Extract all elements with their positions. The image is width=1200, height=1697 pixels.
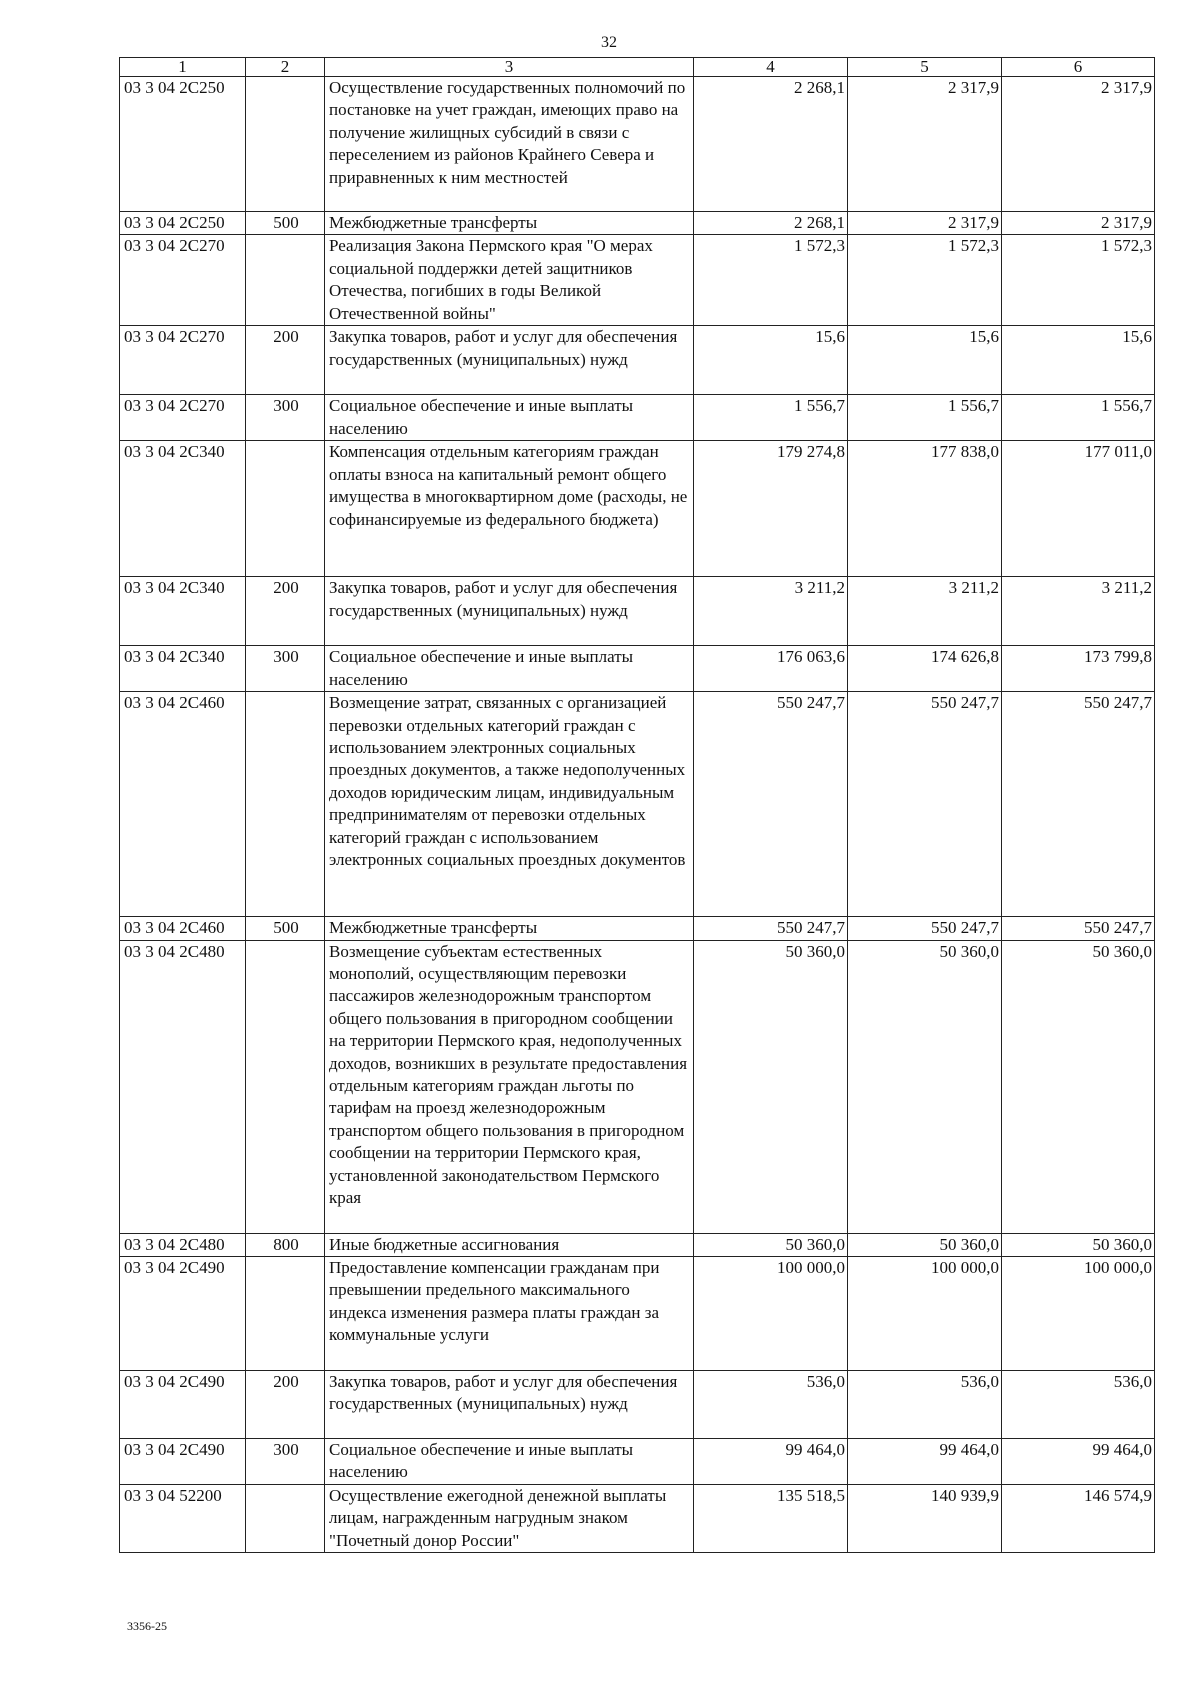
table-row	[120, 326, 1155, 395]
row-code: 03 3 04 2С270	[120, 395, 246, 441]
row-code: 03 3 04 2С490	[120, 1257, 246, 1371]
table-row	[120, 1439, 1155, 1485]
row-value-col4: 2 268,1	[694, 212, 848, 235]
row-value-col6: 146 574,9	[1002, 1484, 1155, 1552]
row-value-col5: 15,6	[848, 326, 1002, 395]
row-value-col6: 100 000,0	[1002, 1257, 1155, 1371]
table-row	[120, 441, 1155, 577]
row-value-col6: 50 360,0	[1002, 1233, 1155, 1256]
row-value-col5: 177 838,0	[848, 441, 1002, 577]
row-code: 03 3 04 2С480	[120, 940, 246, 1233]
row-value-col6: 2 317,9	[1002, 77, 1155, 212]
column-header: 3	[325, 58, 694, 77]
table-row	[120, 395, 1155, 441]
row-expense-type: 800	[246, 1233, 325, 1256]
table-row	[120, 1484, 1155, 1552]
row-expense-type: 500	[246, 917, 325, 940]
row-expense-type	[246, 1484, 325, 1552]
row-value-col6: 3 211,2	[1002, 577, 1155, 646]
row-code: 03 3 04 2С460	[120, 692, 246, 917]
row-name: Закупка товаров, работ и услуг для обеспечения государственных (муниципальных) нужд	[325, 1371, 694, 1439]
row-value-col5: 1 572,3	[848, 235, 1002, 326]
row-value-col4: 179 274,8	[694, 441, 848, 577]
column-header: 4	[694, 58, 848, 77]
table-row	[120, 212, 1155, 235]
row-name: Осуществление ежегодной денежной выплаты лицам, награжденным нагрудным знаком "Почетный донор России"	[325, 1484, 694, 1552]
row-expense-type: 200	[246, 1371, 325, 1439]
row-code: 03 3 04 2С340	[120, 646, 246, 692]
row-value-col6: 536,0	[1002, 1371, 1155, 1439]
row-name: Социальное обеспечение и иные выплаты населению	[325, 1439, 694, 1485]
row-value-col5: 3 211,2	[848, 577, 1002, 646]
row-value-col5: 550 247,7	[848, 917, 1002, 940]
row-value-col4: 3 211,2	[694, 577, 848, 646]
row-name: Межбюджетные трансферты	[325, 212, 694, 235]
row-name: Социальное обеспечение и иные выплаты населению	[325, 646, 694, 692]
table-header-row	[120, 58, 1155, 77]
row-code: 03 3 04 2С250	[120, 77, 246, 212]
row-value-col6: 550 247,7	[1002, 692, 1155, 917]
row-value-col6: 2 317,9	[1002, 212, 1155, 235]
row-value-col5: 550 247,7	[848, 692, 1002, 917]
row-value-col4: 1 572,3	[694, 235, 848, 326]
row-name: Межбюджетные трансферты	[325, 917, 694, 940]
row-expense-type	[246, 692, 325, 917]
document-footer-code: 3356-25	[127, 1619, 167, 1633]
row-expense-type	[246, 940, 325, 1233]
row-value-col6: 550 247,7	[1002, 917, 1155, 940]
row-name: Закупка товаров, работ и услуг для обеспечения государственных (муниципальных) нужд	[325, 577, 694, 646]
row-name: Иные бюджетные ассигнования	[325, 1233, 694, 1256]
table-row	[120, 77, 1155, 212]
row-value-col4: 15,6	[694, 326, 848, 395]
column-header: 5	[848, 58, 1002, 77]
row-value-col5: 174 626,8	[848, 646, 1002, 692]
row-code: 03 3 04 2С490	[120, 1439, 246, 1485]
table-row	[120, 692, 1155, 917]
row-value-col5: 50 360,0	[848, 940, 1002, 1233]
row-name: Компенсация отдельным категориям граждан оплаты взноса на капитальный ремонт общего имущества в многоквартирном доме (расходы, не софинансируемые из федерального бюджета)	[325, 441, 694, 577]
row-code: 03 3 04 2С270	[120, 235, 246, 326]
row-value-col5: 2 317,9	[848, 77, 1002, 212]
row-code: 03 3 04 2С490	[120, 1371, 246, 1439]
row-code: 03 3 04 2С270	[120, 326, 246, 395]
row-value-col4: 99 464,0	[694, 1439, 848, 1485]
row-value-col4: 550 247,7	[694, 917, 848, 940]
row-value-col6: 1 572,3	[1002, 235, 1155, 326]
column-header: 2	[246, 58, 325, 77]
row-code: 03 3 04 2С340	[120, 577, 246, 646]
row-value-col6: 173 799,8	[1002, 646, 1155, 692]
row-value-col6: 1 556,7	[1002, 395, 1155, 441]
row-value-col6: 50 360,0	[1002, 940, 1155, 1233]
row-expense-type	[246, 77, 325, 212]
table-row	[120, 235, 1155, 326]
row-value-col4: 50 360,0	[694, 1233, 848, 1256]
row-value-col4: 1 556,7	[694, 395, 848, 441]
row-code: 03 3 04 2С460	[120, 917, 246, 940]
row-value-col4: 536,0	[694, 1371, 848, 1439]
table-row	[120, 1371, 1155, 1439]
row-code: 03 3 04 2С340	[120, 441, 246, 577]
row-value-col4: 2 268,1	[694, 77, 848, 212]
row-value-col4: 176 063,6	[694, 646, 848, 692]
row-name: Социальное обеспечение и иные выплаты населению	[325, 395, 694, 441]
row-value-col4: 135 518,5	[694, 1484, 848, 1552]
row-value-col5: 99 464,0	[848, 1439, 1002, 1485]
row-name: Предоставление компенсации гражданам при превышении предельного максимального индекса изменения размера платы граждан за коммунальные услуги	[325, 1257, 694, 1371]
row-name: Реализация Закона Пермского края "О мерах социальной поддержки детей защитников Отечества, погибших в годы Великой Отечественной войны"	[325, 235, 694, 326]
table-row	[120, 917, 1155, 940]
row-expense-type: 300	[246, 395, 325, 441]
row-value-col6: 177 011,0	[1002, 441, 1155, 577]
row-expense-type: 300	[246, 1439, 325, 1485]
column-header: 1	[120, 58, 246, 77]
table-row	[120, 577, 1155, 646]
column-header: 6	[1002, 58, 1155, 77]
row-expense-type: 200	[246, 577, 325, 646]
row-name: Возмещение затрат, связанных с организацией перевозки отдельных категорий граждан с использованием электронных социальных проездных документов, а также недополученных доходов юридическим лицам, индивидуальным предпринимателям от перевозки отдельных категорий граждан с использованием электронных социальных проездных документов	[325, 692, 694, 917]
row-expense-type: 200	[246, 326, 325, 395]
table-row	[120, 1233, 1155, 1256]
table-row	[120, 646, 1155, 692]
row-value-col6: 99 464,0	[1002, 1439, 1155, 1485]
row-value-col5: 100 000,0	[848, 1257, 1002, 1371]
row-code: 03 3 04 2С250	[120, 212, 246, 235]
page-number: 32	[601, 34, 617, 51]
row-expense-type	[246, 441, 325, 577]
table-row	[120, 1257, 1155, 1371]
budget-table	[119, 57, 1155, 1553]
row-value-col5: 50 360,0	[848, 1233, 1002, 1256]
row-expense-type	[246, 235, 325, 326]
row-value-col5: 536,0	[848, 1371, 1002, 1439]
row-name: Закупка товаров, работ и услуг для обеспечения государственных (муниципальных) нужд	[325, 326, 694, 395]
row-value-col5: 1 556,7	[848, 395, 1002, 441]
table-row	[120, 940, 1155, 1233]
row-expense-type: 300	[246, 646, 325, 692]
row-value-col5: 2 317,9	[848, 212, 1002, 235]
row-value-col6: 15,6	[1002, 326, 1155, 395]
row-name: Возмещение субъектам естественных монополий, осуществляющим перевозки пассажиров железнодорожным транспортом общего пользования в пригородном сообщении на территории Пермского края, недополученных доходов, возникших в результате предоставления отдельным категориям граждан льготы по тарифам на проезд железнодорожным транспортом общего пользования в пригородном сообщении на территории Пермского края, установленной законодательством Пермского края	[325, 940, 694, 1233]
row-value-col4: 550 247,7	[694, 692, 848, 917]
row-code: 03 3 04 2С480	[120, 1233, 246, 1256]
row-value-col4: 100 000,0	[694, 1257, 848, 1371]
row-value-col5: 140 939,9	[848, 1484, 1002, 1552]
row-code: 03 3 04 52200	[120, 1484, 246, 1552]
row-expense-type: 500	[246, 212, 325, 235]
row-expense-type	[246, 1257, 325, 1371]
row-value-col4: 50 360,0	[694, 940, 848, 1233]
row-name: Осуществление государственных полномочий по постановке на учет граждан, имеющих право на получение жилищных субсидий в связи с переселением из районов Крайнего Севера и приравненных к ним местностей	[325, 77, 694, 212]
